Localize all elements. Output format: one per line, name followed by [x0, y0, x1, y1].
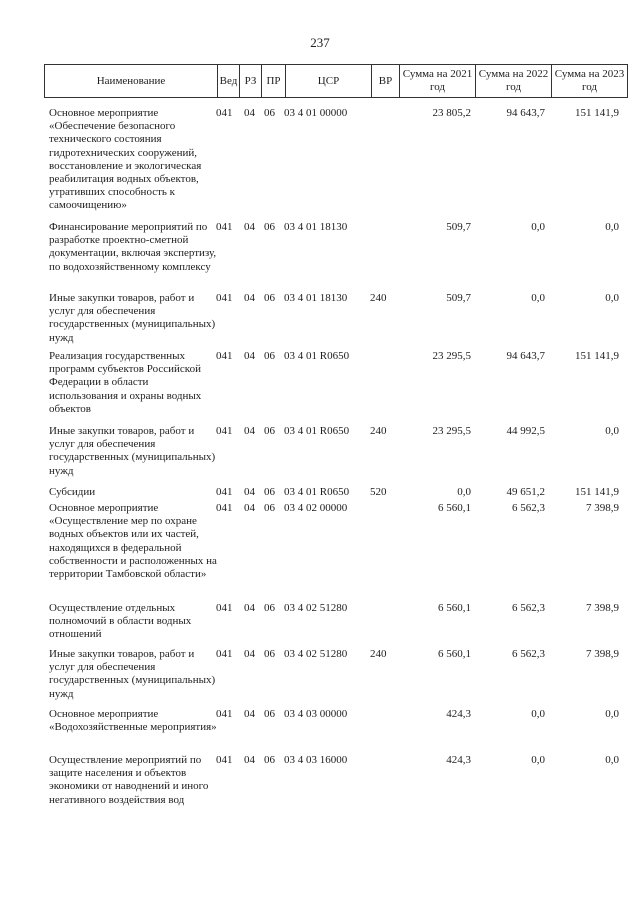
- row-sum-2023: 151 141,9: [575, 350, 619, 362]
- row-name: Субсидии: [49, 486, 96, 498]
- row-pr: 06: [264, 221, 275, 233]
- row-pr: 06: [264, 754, 275, 766]
- row-sum-2023: 7 398,9: [586, 602, 619, 614]
- row-ved: 041: [216, 292, 233, 304]
- row-ved: 041: [216, 502, 233, 514]
- row-pr: 06: [264, 708, 275, 720]
- row-pr: 06: [264, 107, 275, 119]
- row-sum-2022: 94 643,7: [506, 350, 545, 362]
- row-vr: 240: [370, 425, 387, 437]
- row-sum-2023: 7 398,9: [586, 502, 619, 514]
- row-sum-2021: 509,7: [446, 292, 471, 304]
- row-sum-2023: 0,0: [605, 754, 619, 766]
- row-sum-2021: 6 560,1: [438, 602, 471, 614]
- page-number: 237: [310, 35, 330, 50]
- row-rz: 04: [244, 502, 255, 514]
- row-vr: 240: [370, 292, 387, 304]
- row-rz: 04: [244, 292, 255, 304]
- row-csr: 03 4 01 18130: [284, 292, 348, 304]
- row-name: Финансирование мероприятий по разработке проектно-сметной документации, включая экспертизу, по водохозяйственному комплексу: [49, 221, 217, 273]
- header-name: Наименование: [96, 74, 166, 87]
- row-name: Основное мероприятие «Водохозяйственные мероприятия»: [49, 708, 217, 734]
- row-name: Осуществление мероприятий по защите населения и объектов экономики от наводнений и иного негативного воздействия вод: [49, 754, 209, 806]
- row-csr: 03 4 03 00000: [284, 708, 348, 720]
- row-csr: 03 4 01 R0650: [284, 486, 350, 498]
- row-csr: 03 4 02 00000: [284, 502, 348, 514]
- row-name: Иные закупки товаров, работ и услуг для обеспечения государственных (муниципальных) нужд: [49, 648, 216, 700]
- row-sum-2021: 23 295,5: [432, 350, 471, 362]
- row-sum-2023: 0,0: [605, 425, 619, 437]
- row-sum-2021: 424,3: [446, 754, 471, 766]
- row-sum-2021: 424,3: [446, 708, 471, 720]
- row-ved: 041: [216, 648, 233, 660]
- row-sum-2022: 0,0: [531, 754, 545, 766]
- header-pr: ПР: [261, 65, 285, 97]
- row-sum-2021: 23 805,2: [432, 107, 471, 119]
- header-rz: РЗ: [239, 65, 261, 97]
- row-name: Иные закупки товаров, работ и услуг для обеспечения государственных (муниципальных) нужд: [49, 292, 216, 344]
- row-pr: 06: [264, 486, 275, 498]
- row-sum-2022: 6 562,3: [512, 648, 545, 660]
- header-sum-2021: Сумма на 2021 год: [399, 65, 475, 97]
- row-sum-2022: 6 562,3: [512, 602, 545, 614]
- row-sum-2023: 151 141,9: [575, 486, 619, 498]
- row-sum-2021: 6 560,1: [438, 502, 471, 514]
- row-csr: 03 4 01 00000: [284, 107, 348, 119]
- row-rz: 04: [244, 602, 255, 614]
- row-csr: 03 4 01 18130: [284, 221, 348, 233]
- row-pr: 06: [264, 648, 275, 660]
- row-csr: 03 4 01 R0650: [284, 425, 350, 437]
- row-ved: 041: [216, 602, 233, 614]
- row-ved: 041: [216, 107, 233, 119]
- row-sum-2022: 0,0: [531, 292, 545, 304]
- row-ved: 041: [216, 350, 233, 362]
- row-name: Осуществление отдельных полномочий в области водных отношений: [49, 602, 192, 641]
- row-sum-2022: 0,0: [531, 708, 545, 720]
- row-sum-2022: 49 651,2: [506, 486, 545, 498]
- header-csr: ЦСР: [285, 65, 371, 97]
- row-csr: 03 4 01 R0650: [284, 350, 350, 362]
- row-sum-2023: 0,0: [605, 292, 619, 304]
- row-sum-2021: 0,0: [457, 486, 471, 498]
- row-sum-2022: 44 992,5: [506, 425, 545, 437]
- row-sum-2023: 0,0: [605, 708, 619, 720]
- row-rz: 04: [244, 221, 255, 233]
- row-rz: 04: [244, 648, 255, 660]
- row-sum-2023: 151 141,9: [575, 107, 619, 119]
- row-rz: 04: [244, 486, 255, 498]
- row-csr: 03 4 02 51280: [284, 602, 348, 614]
- row-sum-2021: 6 560,1: [438, 648, 471, 660]
- row-sum-2021: 509,7: [446, 221, 471, 233]
- row-name: Основное мероприятие «Осуществление мер по охране водных объектов или их частей, находящихся в федеральной собственности и расположенных на территории Тамбовской области»: [49, 502, 217, 581]
- row-pr: 06: [264, 350, 275, 362]
- row-sum-2022: 94 643,7: [506, 107, 545, 119]
- row-rz: 04: [244, 754, 255, 766]
- row-rz: 04: [244, 708, 255, 720]
- row-pr: 06: [264, 502, 275, 514]
- header-sum-2022: Сумма на 2022 год: [475, 65, 551, 97]
- row-rz: 04: [244, 107, 255, 119]
- row-pr: 06: [264, 292, 275, 304]
- row-pr: 06: [264, 602, 275, 614]
- row-name: Реализация государственных программ субъектов Российской Федерации в области использования и охраны водных объектов: [49, 350, 202, 415]
- row-vr: 240: [370, 648, 387, 660]
- header-vr: ВР: [371, 65, 399, 97]
- row-sum-2022: 0,0: [531, 221, 545, 233]
- row-rz: 04: [244, 350, 255, 362]
- row-rz: 04: [244, 425, 255, 437]
- row-ved: 041: [216, 425, 233, 437]
- row-name: Основное мероприятие «Обеспечение безопасного технического состояния гидротехнических сооружений, восстановление и экологическая реабилитация водных объектов, утративших способность к самоочищению»: [49, 107, 202, 212]
- row-name: Иные закупки товаров, работ и услуг для обеспечения государственных (муниципальных) нужд: [49, 425, 216, 477]
- row-sum-2022: 6 562,3: [512, 502, 545, 514]
- row-vr: 520: [370, 486, 387, 498]
- row-sum-2023: 7 398,9: [586, 648, 619, 660]
- row-sum-2021: 23 295,5: [432, 425, 471, 437]
- header-sum-2023: Сумма на 2023 год: [551, 65, 627, 97]
- header-ved: Вед: [217, 65, 239, 97]
- row-pr: 06: [264, 425, 275, 437]
- row-csr: 03 4 02 51280: [284, 648, 348, 660]
- row-sum-2023: 0,0: [605, 221, 619, 233]
- row-ved: 041: [216, 708, 233, 720]
- row-ved: 041: [216, 486, 233, 498]
- row-ved: 041: [216, 221, 233, 233]
- row-csr: 03 4 03 16000: [284, 754, 348, 766]
- row-ved: 041: [216, 754, 233, 766]
